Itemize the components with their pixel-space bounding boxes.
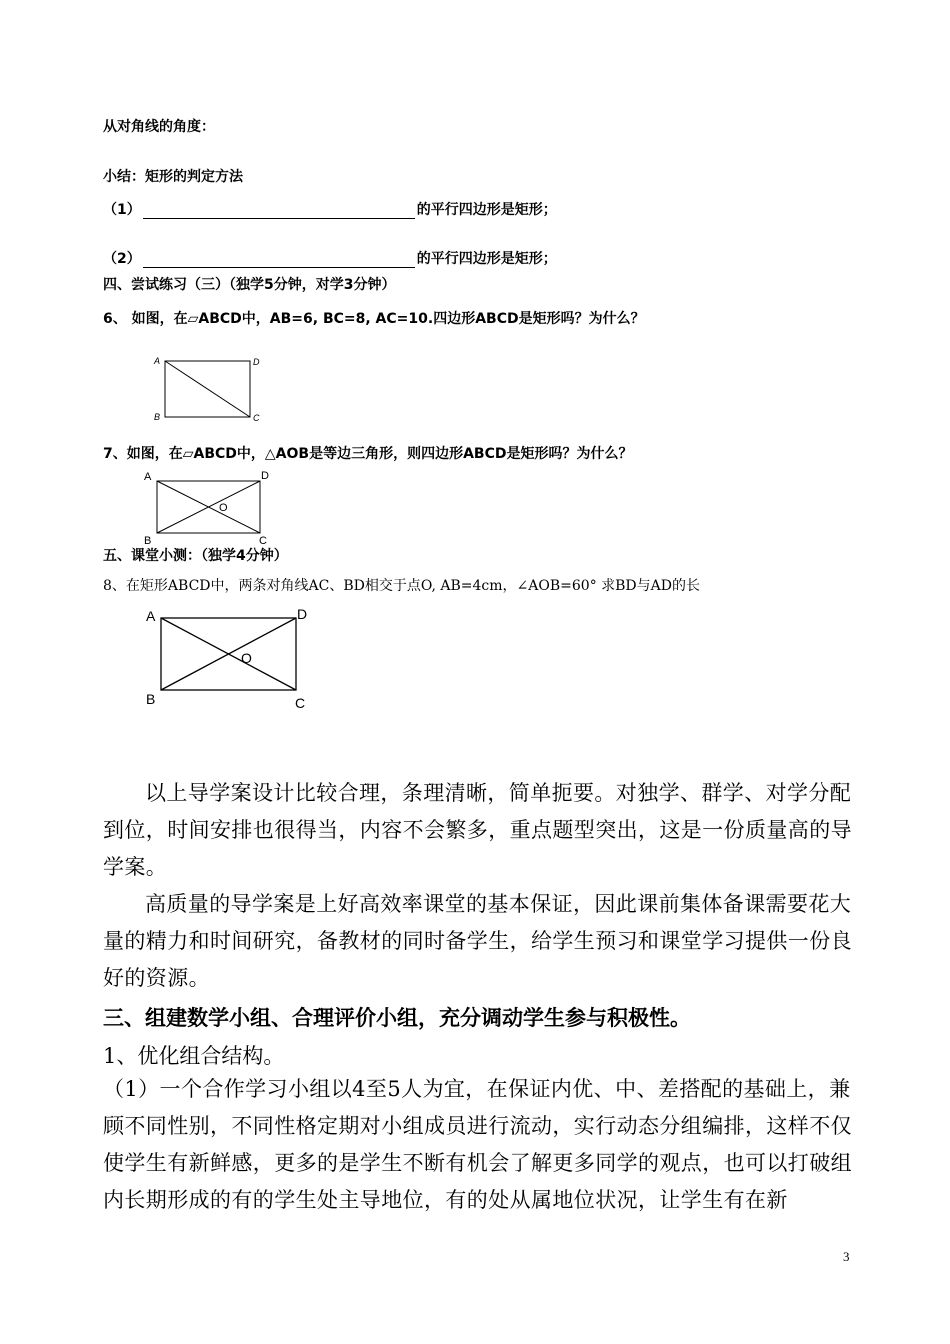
summary-line: 小结：矩形的判定方法: [103, 169, 243, 185]
figure-8-rectangle: [140, 603, 315, 715]
section-4-heading: 四、尝试练习（三）（独学5分钟，对学3分钟）: [103, 277, 396, 293]
fig8-label-d: D: [297, 606, 308, 622]
blank-line-1[interactable]: [143, 204, 415, 219]
fig8-label-a: A: [146, 608, 156, 624]
section-3-heading: 三、组建数学小组、合理评价小组，充分调动学生参与积极性。: [103, 1006, 691, 1030]
fig6-label-c: C: [253, 413, 260, 423]
question-7: 7、如图，在▱ABCD中，△AOB是等边三角形，则四边形ABCD是矩形吗？为什么？: [103, 446, 633, 462]
page-number: 3: [843, 1249, 850, 1264]
question-6: 6、 如图，在▱ABCD中，AB=6, BC=8, AC=10.四边形ABCD是矩形吗？为什么？: [103, 311, 645, 327]
fill-blank-1: [103, 199, 557, 219]
diagonal-angle-line: 从对角线的角度：: [103, 119, 215, 135]
blank-line-2[interactable]: [143, 253, 415, 268]
figure-7-rectangle: [140, 466, 280, 548]
item2-suffix: 的平行四边形是矩形；: [416, 251, 557, 267]
figure-6-rectangle: [150, 352, 270, 424]
question-8: 8、在矩形ABCD中，两条对角线AC、BD相交于点O, AB=4cm，∠AOB=60° 求BD与AD的长: [103, 578, 700, 594]
item1-suffix: 的平行四边形是矩形；: [416, 202, 557, 218]
fig8-label-o: O: [241, 650, 252, 666]
paragraph-3: （1）一个合作学习小组以4至5人为宜，在保证内优、中、差搭配的基础上，兼顾不同性别，不同性格定期对小组成员进行流动，实行动态分组编排，这样不仅使学生有新鲜感，更多的是学生不断有机会了解更多同学的观点，也可以打破组内长期形成的有的学生处主导地位，有的处从属地位状况，让学生有在新: [103, 1077, 852, 1212]
item1-prefix: （1）: [103, 202, 141, 218]
fig7-label-c: C: [259, 535, 267, 547]
paragraph-2: 高质量的导学案是上好高效率课堂的基本保证，因此课前集体备课需要花大量的精力和时间研究，备教材的同时备学生，给学生预习和课堂学习提供一份良好的资源。: [103, 892, 852, 990]
subheading-1: 1、优化组合结构。: [103, 1044, 285, 1068]
fig7-label-b: B: [144, 535, 152, 547]
fig7-label-o: O: [219, 502, 228, 514]
paragraph-1: 以上导学案设计比较合理，条理清晰，简单扼要。对独学、群学、对学分配到位，时间安排也很得当，内容不会繁多，重点题型突出，这是一份质量高的导学案。: [103, 781, 852, 879]
fig6-label-a: A: [154, 356, 161, 366]
fig6-label-d: D: [253, 357, 260, 367]
fig6-label-b: B: [154, 412, 161, 422]
fig6-diagonal: [165, 361, 250, 417]
fig8-label-b: B: [146, 691, 156, 707]
fill-blank-2: [103, 248, 557, 268]
section-5-heading: 五、课堂小测：（独学4分钟）: [103, 548, 288, 564]
fig7-label-a: A: [144, 471, 152, 483]
fig7-label-d: D: [261, 470, 269, 482]
fig8-label-c: C: [295, 695, 306, 711]
item2-prefix: （2）: [103, 251, 141, 267]
